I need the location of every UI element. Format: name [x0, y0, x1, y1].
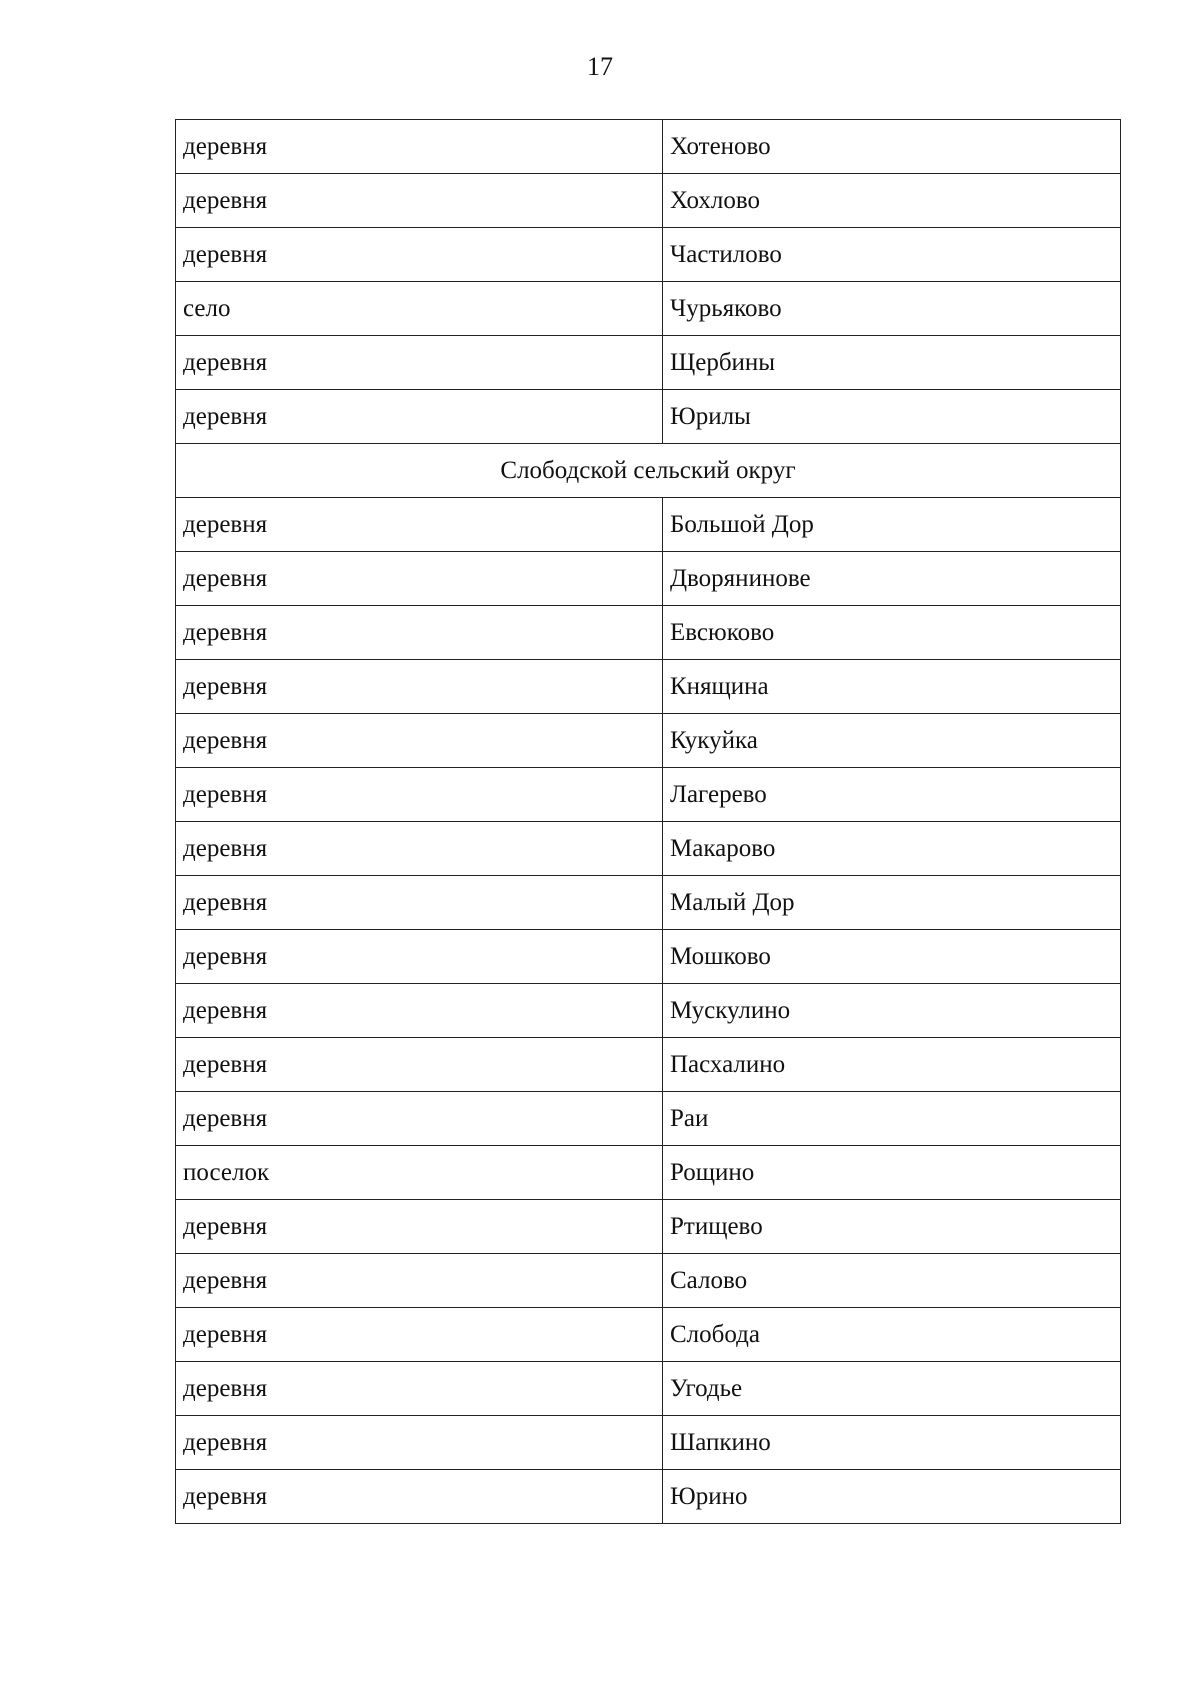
settlement-name-cell: Частилово — [663, 228, 1121, 282]
table-row — [176, 174, 1121, 228]
settlement-name-cell: Шапкино — [663, 1416, 1121, 1470]
table-row — [176, 660, 1121, 714]
settlement-name-cell: Слобода — [663, 1308, 1121, 1362]
table-row — [176, 1254, 1121, 1308]
settlement-name-cell: Ртищево — [663, 1200, 1121, 1254]
settlement-type-cell: деревня — [176, 1092, 663, 1146]
settlement-type-cell: деревня — [176, 1416, 663, 1470]
table-row — [176, 282, 1121, 336]
settlement-name-cell: Хотеново — [663, 120, 1121, 174]
settlement-type-cell: деревня — [176, 822, 663, 876]
settlement-type-cell: деревня — [176, 228, 663, 282]
table-row — [176, 1092, 1121, 1146]
settlement-name-cell: Дворянинове — [663, 552, 1121, 606]
settlement-type-cell: деревня — [176, 930, 663, 984]
page-number: 17 — [587, 52, 613, 81]
table-row — [176, 1146, 1121, 1200]
settlement-name-cell: Раи — [663, 1092, 1121, 1146]
settlement-type-cell: деревня — [176, 1254, 663, 1308]
settlement-name-cell: Малый Дор — [663, 876, 1121, 930]
settlement-name-cell: Юрино — [663, 1470, 1121, 1524]
settlement-type-cell: деревня — [176, 1362, 663, 1416]
settlement-type-cell: деревня — [176, 1308, 663, 1362]
settlement-name-cell: Пасхалино — [663, 1038, 1121, 1092]
settlement-type-cell: деревня — [176, 714, 663, 768]
settlement-name-cell: Чурьяково — [663, 282, 1121, 336]
settlement-type-cell: село — [176, 282, 663, 336]
section-title: Слободской сельский округ — [176, 444, 1121, 498]
settlement-name-cell: Лагерево — [663, 768, 1121, 822]
table-row — [176, 984, 1121, 1038]
settlement-name-cell: Рощино — [663, 1146, 1121, 1200]
settlements-table-body — [176, 120, 1121, 1524]
settlement-type-cell: деревня — [176, 984, 663, 1038]
table-row — [176, 498, 1121, 552]
settlement-name-cell: Княщина — [663, 660, 1121, 714]
settlement-name-cell: Мускулино — [663, 984, 1121, 1038]
settlement-type-cell: деревня — [176, 1200, 663, 1254]
table-row — [176, 1308, 1121, 1362]
settlement-name-cell: Мошково — [663, 930, 1121, 984]
settlements-table — [175, 119, 1121, 1524]
table-row — [176, 1416, 1121, 1470]
table-row — [176, 930, 1121, 984]
settlement-name-cell: Евсюково — [663, 606, 1121, 660]
settlement-type-cell: деревня — [176, 498, 663, 552]
section-header-row — [176, 444, 1121, 498]
settlement-name-cell: Хохлово — [663, 174, 1121, 228]
settlement-type-cell: деревня — [176, 120, 663, 174]
table-row — [176, 1362, 1121, 1416]
settlement-type-cell: деревня — [176, 660, 663, 714]
table-row — [176, 606, 1121, 660]
table-row — [176, 336, 1121, 390]
table-row — [176, 1200, 1121, 1254]
table-row — [176, 120, 1121, 174]
settlement-name-cell: Большой Дор — [663, 498, 1121, 552]
table-row — [176, 822, 1121, 876]
settlement-type-cell: деревня — [176, 174, 663, 228]
settlement-name-cell: Салово — [663, 1254, 1121, 1308]
settlement-name-cell: Макарово — [663, 822, 1121, 876]
table-row — [176, 1470, 1121, 1524]
settlement-type-cell: поселок — [176, 1146, 663, 1200]
settlement-type-cell: деревня — [176, 606, 663, 660]
settlement-type-cell: деревня — [176, 876, 663, 930]
table-row — [176, 768, 1121, 822]
table-row — [176, 876, 1121, 930]
settlement-type-cell: деревня — [176, 552, 663, 606]
settlement-name-cell: Угодье — [663, 1362, 1121, 1416]
settlement-type-cell: деревня — [176, 1038, 663, 1092]
settlement-name-cell: Щербины — [663, 336, 1121, 390]
settlement-type-cell: деревня — [176, 390, 663, 444]
table-row — [176, 1038, 1121, 1092]
settlement-type-cell: деревня — [176, 768, 663, 822]
settlement-name-cell: Кукуйка — [663, 714, 1121, 768]
settlement-type-cell: деревня — [176, 1470, 663, 1524]
table-row — [176, 552, 1121, 606]
table-row — [176, 390, 1121, 444]
table-row — [176, 228, 1121, 282]
settlement-type-cell: деревня — [176, 336, 663, 390]
settlement-name-cell: Юрилы — [663, 390, 1121, 444]
table-row — [176, 714, 1121, 768]
